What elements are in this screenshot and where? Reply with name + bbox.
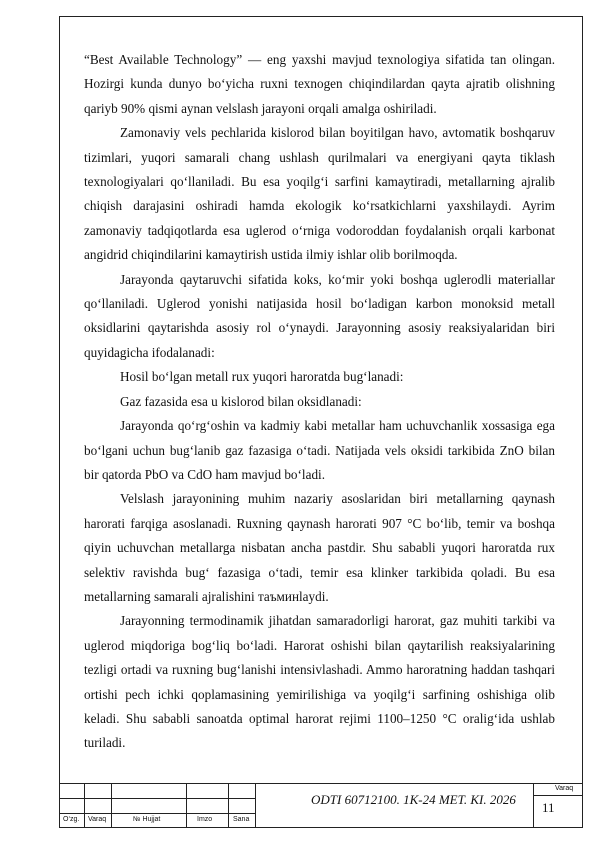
stamp-col-line [111, 783, 112, 828]
stamp-col-line [255, 783, 256, 828]
stamp-top-line [59, 783, 583, 784]
title-block [59, 783, 583, 828]
paragraph-3: Jarayonda qaytaruvchi sifatida koks, ko‘mir yoki boshqa uglerodli materiallar qo‘llaniladi. Uglerod yonishi natijasida hosil bo‘ladigan karbon monoksid metall oksidlarini qaytarishda asosiy rol o‘ynaydi. Jarayonning asosiy reaksiyalaridan biri quyidagicha ifodalanadi: [84, 271, 555, 360]
stamp-label-date: Sana [233, 816, 250, 823]
paragraph-7: Velslash jarayonining muhim nazariy asoslaridan biri metallarning qaynash harorati farqiga asoslanadi. Ruxning qaynash harorati 907 °C bo‘lib, temir va boshqa qiyin uchuvchan metallarga nisbatan ancha pastdir. Shu sababli yuqori haroratda rux selektiv ravishda bug‘ fazasiga o‘tadi, temir esa klinker tarkibida qoladi. Bu esa metallarning samarali ajralishini таъминlaydi. [84, 491, 555, 604]
paragraph-4: Hosil bo‘lgan metall rux yuqori haroratda bug‘lanadi: [120, 369, 404, 385]
stamp-sheet-line [533, 795, 583, 796]
paragraph-8: Jarayonning termodinamik jihatdan samaradorligi harorat, gaz muhiti tarkibi va uglerod miqdoriga bog‘liq bo‘ladi. Harorat oshishi bilan qaytarilish reaksiyalarining tezligi ortadi va ruxning bug‘lanishi intensivlashadi. Ammo haroratning haddan tashqari ortishi pech ichki qoplamasining yemirilishiga va yoqilg‘i sarfining oshishiga olib keladi. Shu sababli sanoatda optimal harorat rejimi 1100–1250 °C oralig‘ida ushlab turiladi. [84, 613, 555, 751]
sheet-number: 11 [542, 800, 555, 815]
stamp-label-doc: № Hujjat [133, 816, 161, 823]
stamp-col-line [533, 783, 534, 828]
stamp-row-line [59, 813, 255, 814]
stamp-label-signature: Imzo [197, 816, 213, 823]
stamp-row-line [59, 798, 255, 799]
paragraph-6: Jarayonda qo‘rg‘oshin va kadmiy kabi metallar ham uchuvchanlik xossasiga ega bo‘lgani uchun bug‘lanib gaz fazasiga o‘tadi. Natijada vels oksidi tarkibida ZnO bilan bir qatorda PbO va CdO ham mavjud bo‘ladi. [84, 418, 555, 482]
stamp-label-change: O‘zg. [63, 816, 80, 823]
paragraph-2: Zamonaviy vels pechlarida kislorod bilan boyitilgan havo, avtomatik boshqaruv tizimlari, yuqori samarali chang ushlash qurilmalari va energiyani qayta tiklash texnologiyalari qo‘llaniladi. Bu esa yoqilg‘i sarfini kamaytiradi, metallarning ajralib chiqish darajasini oshiradi hamda ekologik ko‘rsatkichlarni yaxshilaydi. Ayrim zamonaviy tadqiqotlarda esa uglerod o‘rniga vodoroddan foydalanish orqali karbonat angidrid chiqindilarini kamaytirish ustida ilmiy ishlar olib borilmoqda. [84, 125, 555, 263]
stamp-col-line [84, 783, 85, 828]
stamp-label-sheet: Varaq [88, 816, 107, 823]
paragraph-5: Gaz fazasida esa u kislorod bilan oksidlanadi: [120, 393, 362, 409]
document-body [84, 48, 555, 756]
sheet-label: Varaq [555, 785, 574, 792]
stamp-col-line [228, 783, 229, 828]
paragraph-1: “Best Available Technology” — eng yaxshi mavjud texnologiya sifatida tan olingan. Hozirgi kunda dunyo bo‘yicha ruxni texnogen chiqindilardan qayta ajratib olishning qariyb 90% qismi aynan velslash jarayoni orqali amalga oshiriladi. [84, 52, 555, 116]
document-code: ODTI 60712100. 1K-24 MET. KI. 2026 [311, 792, 516, 807]
stamp-col-line [186, 783, 187, 828]
